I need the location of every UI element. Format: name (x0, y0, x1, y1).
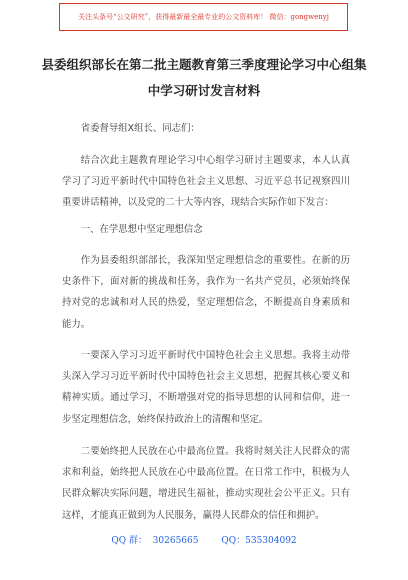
section-heading: 一、在学思想中坚定理想信念 (80, 224, 203, 235)
footer-contact: QQ 群： 30265665 QQ：535304092 (111, 536, 297, 546)
body-paragraph: 一要深入学习习近平新时代中国特色社会主义思想。我将主动带头深入学习习近平新时代中国特色社会主义思想，把握其核心要义和精神实质。通过学习，不断增强对党的指导思想的认同和信仰，进一步坚定理想信念，始终保持政治上的清醒和坚定。 (62, 350, 350, 425)
document-title: 县委组织部长在第二批主题教育第三季度理论学习中心组集中学习研讨发言材料 (41, 57, 367, 98)
salutation: 省委督导组Ⅹ组长、同志们： (80, 123, 200, 134)
header-banner (59, 3, 348, 31)
body-paragraph: 二要始终把人民放在心中最高位置。我将时刻关注人民群众的需求和利益，始终把人民放在心中最高位置。在日常工作中，积极为人民群众解决实际问题，增进民生福祉，推动实现社会公平正义。只有这样，才能真正做到为人民服务，赢得人民群众的信任和拥护。 (62, 446, 350, 521)
header-banner-text: 关注头条号“公文研究”，获得最新最全最专业的公文资料库！ 微信：gongwenyj (78, 13, 329, 21)
body-paragraph: 作为县委组织部部长，我深知坚定理想信念的重要性。在新的历史条件下，面对新的挑战和任务，我作为一名共产党员，必须始终保持对党的忠诚和对人民的热爱，坚定理想信念，不断提高自身素质和能力。 (62, 255, 350, 330)
intro-paragraph: 结合次此主题教育理论学习中心组学习研讨主题要求，本人认真学习了习近平新时代中国特色社会主义思想、习近平总书记视察四川重要讲话精神，以及党的二十大等内容，现结合实际作如下发言： (62, 155, 350, 209)
